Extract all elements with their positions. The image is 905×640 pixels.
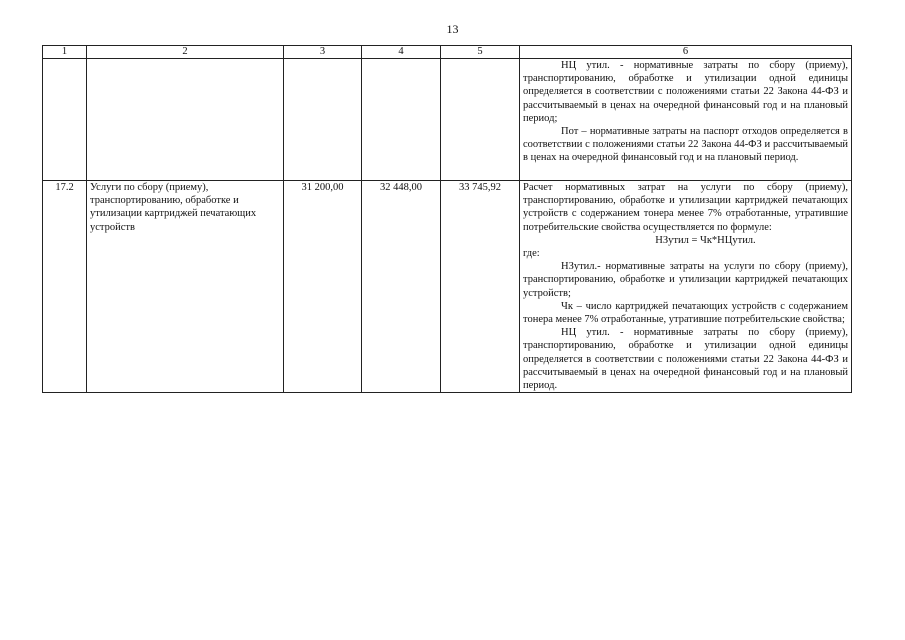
row2-name-cell: Услуги по сбору (приему), транспортированию, обработке и утилизации картриджей печатающих устройств (87, 181, 284, 393)
row1-description-cell (520, 59, 852, 181)
header-col-3: 3 (284, 46, 362, 59)
norms-table (42, 45, 852, 393)
row2-definition-1: НЗутил.- нормативные затраты на услуги по сбору (приему), транспортированию, обработке и утилизации картриджей печатающих устройств; (523, 261, 848, 299)
row1-value3-cell (441, 59, 520, 181)
header-col-1: 1 (43, 46, 87, 59)
row1-number-cell (43, 59, 87, 181)
row2-definition-2: Чк – число картриджей печатающих устройств с содержанием тонера менее 7% отработанные, утратившие потребительские свойства; (523, 300, 848, 326)
header-col-2: 2 (87, 46, 284, 59)
row2-where: где: (523, 248, 540, 260)
row2-value1-cell: 31 200,00 (284, 181, 362, 393)
header-col-6: 6 (520, 46, 852, 59)
row2-definition-3: НЦ утил. - нормативные затраты по сбору (приему), транспортированию, обработке и утилизации одной единицы определяется в соответствии с положениями статьи 22 Закона 44-ФЗ и рассчитываемый в ценах на очередной финансовый год и на плановый период. (523, 327, 848, 392)
row1-value1-cell (284, 59, 362, 181)
row2-description-intro: Расчет нормативных затрат на услуги по сбору (приему), транспортированию, обработке и утилизации картриджей печатающих устройств с содержанием тонера менее 7% отработанные, утратившие потребительские свойства осуществляется по формуле: (523, 182, 848, 233)
row2-description-cell (520, 181, 852, 393)
table-row (43, 59, 852, 181)
row2-value3-cell: 33 745,92 (441, 181, 520, 393)
header-col-4: 4 (362, 46, 441, 59)
page-number: 13 (446, 22, 459, 36)
row2-formula: НЗутил = Чк*НЦутил. (655, 234, 756, 246)
table-header-row (43, 46, 852, 59)
row1-name-cell (87, 59, 284, 181)
row2-number-cell: 17.2 (43, 181, 87, 393)
row1-value2-cell (362, 59, 441, 181)
header-col-5: 5 (441, 46, 520, 59)
row2-value2-cell: 32 448,00 (362, 181, 441, 393)
row1-description-p1: НЦ утил. - нормативные затраты по сбору (приему), транспортированию, обработке и утилизации одной единицы определяется в соответствии с положениями статьи 22 Закона 44-ФЗ и рассчитываемый в ценах на очередной финансовый год и на плановый период; (523, 60, 848, 124)
table-row (43, 181, 852, 393)
row1-description-p2: Пот – нормативные затраты на паспорт отходов определяется в соответствии с положениями статьи 22 Закона 44-ФЗ и рассчитываемый в ценах на очередной финансовый год и на плановый период. (523, 126, 848, 164)
